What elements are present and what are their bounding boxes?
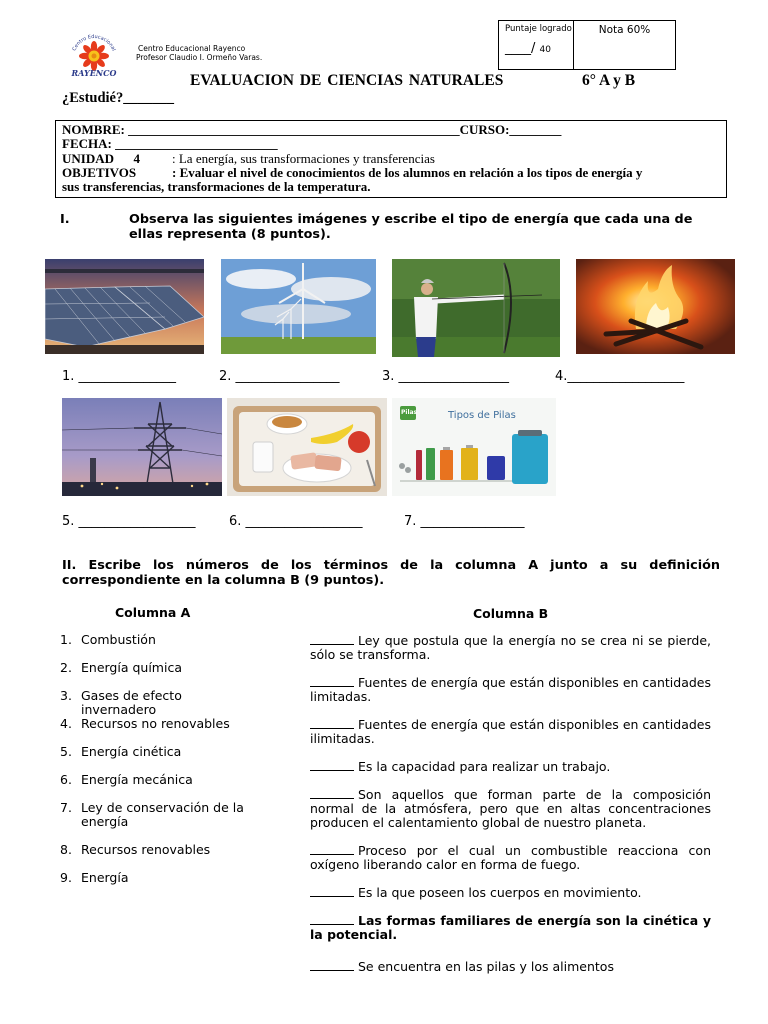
- definition-text: Ley que postula que la energía no se crea ni se pierde, sólo se transforma.: [310, 633, 711, 662]
- answer-blank-4[interactable]: 4.__________________: [555, 369, 685, 384]
- item-text: Energía: [81, 870, 129, 885]
- column-b-item: [310, 960, 711, 974]
- estudie-field[interactable]: ¿Estudié?_______: [62, 90, 174, 106]
- answer-blank[interactable]: [310, 760, 354, 771]
- item-number: 7.: [60, 800, 72, 815]
- column-a-item: [60, 717, 251, 731]
- school-name: Centro Educacional Rayenco: [138, 44, 246, 53]
- section-1-number: I.: [60, 212, 70, 227]
- svg-text:Pilas: Pilas: [401, 409, 418, 416]
- answer-blank-1[interactable]: 1. _______________: [62, 369, 177, 384]
- batteries-photo: [392, 398, 556, 496]
- item-text: Energía química: [81, 660, 182, 675]
- score-box: [498, 20, 676, 70]
- column-a-title: Columna A: [115, 605, 191, 620]
- section-2-instruction: II. Escribe los números de los términos de la columna A junto a su definición correspondiente en la columna B (9 puntos).: [62, 558, 720, 588]
- objectives-text: : Evaluar el nivel de conocimientos de los alumnos en relación a los tipos de energía y: [172, 165, 643, 180]
- column-b-item: [310, 760, 711, 774]
- column-b-item: [310, 718, 711, 746]
- item-number: 1.: [60, 632, 72, 647]
- item-number: 3.: [60, 688, 72, 703]
- item-text: Ley de conservación de la energía: [81, 800, 244, 829]
- answer-blank[interactable]: [310, 960, 354, 971]
- item-text: Recursos renovables: [81, 842, 211, 857]
- definition-text: Proceso por el cual un combustible reacciona con oxígeno liberando calor en forma de fuego.: [310, 843, 711, 872]
- item-text: Energía mecánica: [81, 772, 193, 787]
- item-number: 5.: [60, 744, 72, 759]
- item-number: 2.: [60, 660, 72, 675]
- unit-line: [62, 152, 435, 166]
- unit-text: : La energía, sus transformaciones y transferencias: [172, 151, 435, 166]
- item-number: 4.: [60, 716, 72, 731]
- score-blank: ____/: [505, 41, 536, 56]
- objectives-line: [62, 166, 642, 180]
- column-a-item: [60, 689, 251, 717]
- answer-blank-7[interactable]: 7. ________________: [404, 514, 525, 529]
- definition-text: Es la que poseen los cuerpos en movimiento.: [358, 885, 642, 900]
- column-b-item: [310, 676, 711, 704]
- school-info: [136, 44, 262, 62]
- page-title: EVALUACION DE CIENCIAS NATURALES: [190, 72, 504, 89]
- definition-text: Las formas familiares de energía son la cinética y la potencial.: [310, 913, 711, 942]
- definition-text: Fuentes de energía que están disponibles en cantidades ilimitadas.: [310, 717, 711, 746]
- column-a-item: [60, 871, 251, 885]
- breakfast-tray-photo: [227, 398, 387, 496]
- power-towers-photo: [62, 398, 222, 496]
- date-field[interactable]: FECHA: _________________________: [62, 136, 278, 151]
- answer-blank-2[interactable]: 2. ________________: [219, 369, 340, 384]
- column-a-item: [60, 801, 246, 829]
- definition-text: Son aquellos que forman parte de la composición normal de la atmósfera, pero que en altas concentraciones producen el calentamiento global de nuestro planeta.: [310, 787, 711, 830]
- column-a-item: [60, 745, 251, 759]
- item-number: 9.: [60, 870, 72, 885]
- column-a-item: [60, 633, 251, 647]
- answer-blank-3[interactable]: 3. _________________: [382, 369, 510, 384]
- student-info-box: [55, 120, 727, 198]
- column-b-item: [310, 886, 711, 900]
- column-b-item: [310, 914, 711, 942]
- item-number: 6.: [60, 772, 72, 787]
- column-b-title: Columna B: [473, 606, 549, 621]
- teacher-name: Profesor Claudio I. Ormeño Varas.: [136, 53, 263, 62]
- score-field[interactable]: [505, 41, 551, 56]
- column-b-item: [310, 844, 711, 872]
- definition-text: Fuentes de energía que están disponibles en cantidades limitadas.: [310, 675, 711, 704]
- name-course-field[interactable]: NOMBRE: ___________________________________________________CURSO:________: [62, 122, 562, 137]
- item-text: Gases de efecto invernadero: [81, 688, 182, 717]
- objectives-label: OBJETIVOS: [62, 165, 137, 180]
- svg-text:Tipos de Pilas: Tipos de Pilas: [448, 410, 516, 421]
- school-logo: [66, 34, 122, 80]
- solar-panels-photo: [45, 259, 204, 354]
- column-b-item: [310, 788, 711, 830]
- wind-turbines-photo: [221, 259, 376, 354]
- answer-blank[interactable]: [310, 914, 354, 925]
- grade-cell: [574, 21, 675, 69]
- answer-blank[interactable]: [310, 788, 354, 799]
- score-total: 40: [539, 45, 551, 55]
- column-a-item: [60, 773, 251, 787]
- answer-blank[interactable]: [310, 634, 354, 645]
- score-cell: [499, 21, 574, 69]
- unit-label: UNIDAD 4: [62, 151, 140, 166]
- svg-text:RAYENCO: RAYENCO: [71, 68, 117, 78]
- answer-blank-6[interactable]: 6. __________________: [229, 514, 363, 529]
- grade-label: Nota 60%: [598, 24, 651, 36]
- svg-text:Centro Educacional: Centro Educacional: [71, 34, 117, 52]
- definition-text: Es la capacidad para realizar un trabajo.: [358, 759, 611, 774]
- answer-blank[interactable]: [310, 676, 354, 687]
- definition-text: Se encuentra en las pilas y los alimentos: [358, 959, 614, 974]
- score-label: Puntaje logrado: [505, 24, 572, 34]
- answer-blank-5[interactable]: 5. __________________: [62, 514, 196, 529]
- column-a-item: [60, 661, 251, 675]
- objectives-text-2: sus transferencias, transformaciones de la temperatura.: [62, 179, 371, 194]
- answer-blank[interactable]: [310, 886, 354, 897]
- grade-level: 6° A y B: [582, 72, 636, 89]
- archer-photo: [392, 259, 560, 357]
- item-number: 8.: [60, 842, 72, 857]
- campfire-photo: [576, 259, 735, 354]
- item-text: Energía cinética: [81, 744, 182, 759]
- item-text: Combustión: [81, 632, 156, 647]
- column-a-item: [60, 843, 251, 857]
- item-text: Recursos no renovables: [81, 716, 230, 731]
- answer-blank[interactable]: [310, 718, 354, 729]
- answer-blank[interactable]: [310, 844, 354, 855]
- section-1-instruction: Observa las siguientes imágenes y escribe el tipo de energía que cada una de ellas representa (8 puntos).: [129, 212, 693, 242]
- column-b-item: [310, 634, 711, 662]
